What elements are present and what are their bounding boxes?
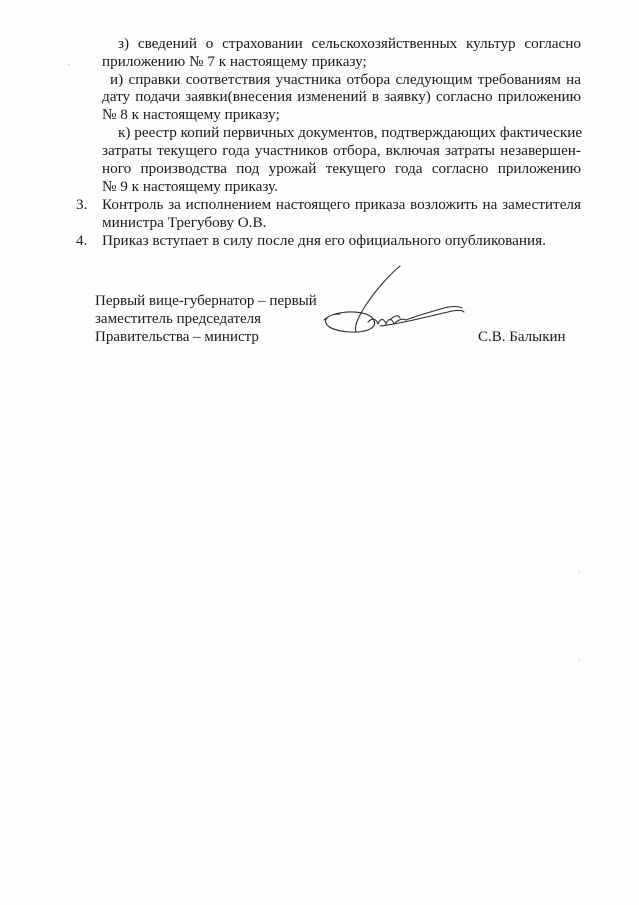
signatory-position-line-2: заместитель председателя <box>95 311 262 327</box>
item-i-line-1: и) справки соответствия участника отбора следующим требованиям на <box>110 71 581 88</box>
point-3-line-2: министра Трегубову О.В. <box>102 214 267 231</box>
scan-speck <box>578 660 580 661</box>
handwritten-signature <box>318 262 468 344</box>
point-4-line-1: Приказ вступает в силу после дня его официального опубликования. <box>102 232 546 249</box>
item-i-line-2: дату подачи заявки(внесения изменений в заявку) согласно приложению <box>102 88 581 105</box>
signatory-name: С.В. Балыкин <box>478 329 566 345</box>
point-4-number: 4. <box>76 232 88 249</box>
scan-speck <box>578 572 580 573</box>
item-k-line-4: № 9 к настоящему приказу. <box>102 178 278 195</box>
scan-speck <box>68 64 70 65</box>
point-3-line-1: Контроль за исполнением настоящего приказа возложить на заместителя <box>102 196 581 213</box>
item-k-line-1: к) реестр копий первичных документов, подтверждающих фактические <box>118 124 583 141</box>
item-i-line-3: № 8 к настоящему приказу; <box>102 106 280 123</box>
item-z-line-1: з) сведений о страховании сельскохозяйственных культур согласно <box>118 35 581 52</box>
point-3-number: 3. <box>76 196 88 213</box>
item-k-line-3: ного производства под урожай текущего года согласно приложению <box>102 160 581 177</box>
item-k-line-2: затраты текущего года участников отбора, включая затраты незавершен- <box>102 142 581 159</box>
signatory-position-line-1: Первый вице-губернатор – первый <box>95 293 317 309</box>
signatory-position-line-3: Правительства – министр <box>95 329 259 345</box>
item-z-line-2: приложению № 7 к настоящему приказу; <box>102 53 367 70</box>
